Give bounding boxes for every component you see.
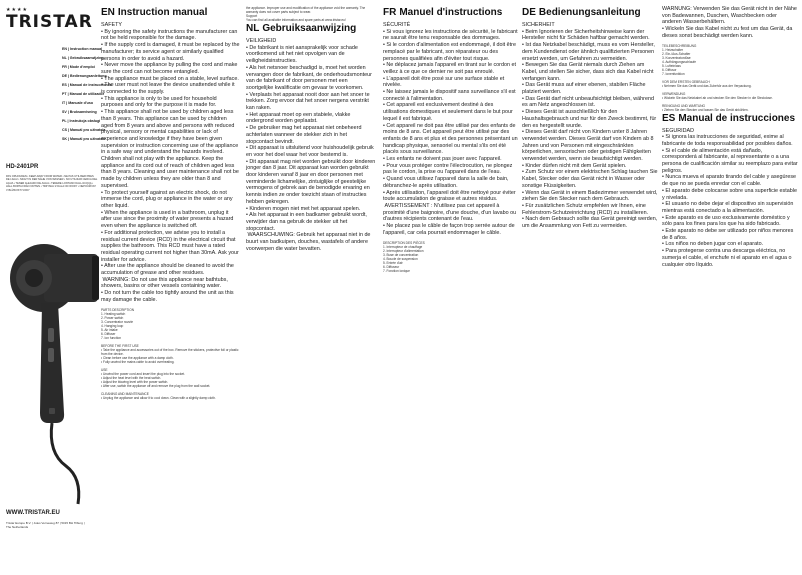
warranty-text-en: the appliance. Improper use and modification of the appliance void the warranty. The warranty does not cover parts subject to wear. [246,6,367,14]
section-heading-nl [246,23,376,35]
safety-text-de: SICHERHEIT • Beim Ignorieren der Sicherheitshinweise kann der Hersteller nicht für Schäden haftbar gemacht werden. • Ist das Netzkabel beschädigt, muss es vom Hersteller, dem Kundendienst oder ähnlich qualifizierten Personen ersetzt werden, um Gefahren zu vermeiden. • Bewegen Sie das Gerät niemals durch Ziehen am Kabel, und stellen Sie sicher, dass sich das Kabel nicht verfangen kann. • Das Gerät muss auf einer ebenen, stabilen Fläche platziert werden. • Das Gerät darf nicht unbeaufsichtigt bleiben, während es am Netz angeschlossen ist. • Dieses Gerät ist ausschließlich für den Haushaltsgebrauch und nur für den Zweck bestimmt, für den es hergestellt wurde. • Dieses Gerät darf nicht von Kindern unter 8 Jahren verwendet werden. Dieses Gerät darf von Kindern ab 8 Jahren und von Personen mit eingeschränkten körperlichen, sensorischen oder geistigen Fähigkeiten verwendet werden, wenn sie beaufsichtigt werden. • Kinder dürfen nicht mit dem Gerät spielen. • Zum Schutz vor einem elektrischen Schlag tauchen Sie Kabel, Stecker oder das Gerät nicht in Wasser oder sonstige Flüssigkeiten. • Wenn das Gerät in einem Badezimmer verwendet wird, ziehen Sie den Stecker nach dem Gebrauch. • Für zusätzlichen Schutz empfehlen wir Ihnen, eine Fehlerstrom-Schutzeinrichtung (RCD) zu installieren. • Nach dem Gebrauch sollte das Gerät gereinigt werden, um die Ansammlung von Fett zu vermeiden. [522,22,658,230]
language-code: FR [383,7,397,18]
language-entry: NL | Gebruiksaanwijzing [62,56,104,60]
column-fr [383,6,519,572]
section-heading-en [101,7,240,19]
safety-text-es: SEGURIDAD • Si ignora las instrucciones de seguridad, exime al fabricante de toda responsabilidad por posibles daños. • Si el cable de alimentación está dañado, corresponderá al fabricante, al representante o a una persona de cualificación similar su reemplazo para evitar peligros. • Nunca mueva el aparato tirando del cable y asegúrese de que no se pueda enredar con el cable. • El aparato debe colocarse sobre una superficie estable y nivelada. • El usuario no debe dejar el dispositivo sin supervisión mientras está conectado a la alimentación. • Este aparato es de uso exclusivamente doméstico y sólo para los fines para los que ha sido fabricado. • Este aparato no debe ser utilizado por niños menores de 8 años. • Los niños no deben jugar con el aparato. • Para protegerse contra una descarga eléctrica, no sumerja el cable, el enchufe ni el aparato en el agua o cualquier otro líquido. [662,127,798,268]
language-code: DE [522,7,536,18]
language-entry: EN | Instruction manual [62,47,103,51]
section-title: Bedienungsanleitung [538,7,641,18]
parts-text-fr: DESCRIPTION DES PIÈCES 1. Interrupteur de chauffage 2. Interrupteur d'alimentation 3. Buse de concentration 4. Boucle de suspension 5. Entrée d'air 6. Diffuseur 7. Fonction ionique [383,240,425,273]
section-heading-es [662,113,798,125]
language-index [62,45,112,144]
warning-text-de: WARNUNG: Verwenden Sie das Gerät nicht in der Nähe von Badewannen, Duschen, Waschbecken oder anderen Wasserbehältern. • Wickeln Sie das Kabel nicht zu fest um das Gerät, da dieses sonst beschädigt werden kann. [662,6,797,39]
language-entry: ES | Manual de instrucciones [62,83,112,87]
hair-dryer-illustration [8,208,100,508]
company-address: Tristar Europe B.V. | Jules Verneweg 87 | 5015 BH Tilburg | The Netherlands [6,521,85,529]
column-nl [246,6,376,572]
column-en [101,6,240,572]
brand-stars: ★★★★ [6,7,28,13]
brand-block [6,7,96,31]
parts-and-use-en: PARTS DESCRIPTION 1. Heating switch 2. Power switch 3. Concentrator nozzle 4. Hanging loop 5. Air intake 6. Diffuser 7. Ion function BEFORE THE FIRST USE • Take the appliance and accessories out of the box. Remove the stickers, protective foil or plastic from the device. • Clean before use the appliance with a damp cloth. • Fully unwind the mains cable to avoid overheating. USE • Unwind the power cord and insert the plug into the socket. • Adjust the heat level with the heat switch. • Adjust the blowing level with the power switch. • After use, switch the appliance off and remove the plug from the wall socket. CLEANING AND MAINTENANCE • Unplug the appliance and allow it to cool down. Clean with a slightly damp cloth. [101,307,239,400]
language-entry: SV | Bruksanvisning [62,110,97,114]
column-es [662,6,798,572]
parts-text-de: TEILEBESCHREIBUNG 1. Heizschalter 2. Ein-/Aus-Schalter 3. Konzentratordüse 4. Aufhängungsschlaufe 5. Lufteinlass 6. Diffusor 7. Ionenfunktion VOR DEM ERSTEN GEBRAUCH • Nehmen Sie das Gerät und das Zubehör aus der Verpackung. VERWENDUNG • Wickeln Sie das Netzkabel ab und stecken Sie den Stecker in die Steckdose. REINIGUNG UND WARTUNG • Ziehen Sie den Stecker und lassen Sie das Gerät abkühlen. [662,43,773,112]
language-code: EN [101,7,115,18]
model-number: HD-2401PR [6,164,39,170]
section-title: Instruction manual [117,7,208,18]
language-code: NL [246,23,260,34]
language-entry: PT | Manual de utilizador [62,92,105,96]
section-title: Manuel d'instructions [399,7,503,18]
support-text-en: Support You can find all available information and spare parts at www.tristar.eu! [246,14,346,22]
column-de [522,6,659,572]
language-entry: DE | Bedienungsanleitung [62,74,107,78]
safety-text-nl: VEILIGHEID • De fabrikant is niet aansprakelijk voor schade voortkomend uit het niet opvolgen van de veiligheidsinstructies. • Als het netsnoer beschadigd is, moet het worden vervangen door de fabrikant, de onderhoudsmonteur van de fabrikant of door personen met een soortgelijke kwalificatie om gevaar te voorkomen. • Verplaats het apparaat nooit door aan het snoer te trekken. Zorg ervoor dat het snoer nergens verstrikt kan raken. • Het apparaat moet op een stabiele, vlakke ondergrond worden geplaatst. • De gebruiker mag het apparaat niet onbeheerd achterlaten wanneer de stekker zich in het stopcontact bevindt. • Dit apparaat is uitsluitend voor huishoudelijk gebruik en voor het doel waar het voor bestemd is. • Dit apparaat mag niet worden gebruikt door kinderen jonger dan 8 jaar. Dit apparaat kan worden gebruikt door kinderen vanaf 8 jaar en door personen met verminderde lichamelijke, zintuiglijke of geestelijke vermogens of gebrek aan de benodigde ervaring en kennis indien ze onder toezicht staan of instructies hebben gekregen. • Kinderen mogen niet met het apparaat spelen. • Als het apparaat in een badkamer gebruikt wordt, verwijder dan na gebruik de stekker uit het stopcontact. WAARSCHUWING: Gebruik het apparaat niet in de buurt van badkuipen, douches, wastafels of andere voorwerpen die water bevatten. [246,38,376,252]
language-entry: PL | Instrukcja obsługi [62,119,101,123]
language-entry: IT | Manuale d'uso [62,101,94,105]
brand-logo: TRISTAR [6,12,93,32]
section-title: Manual de instrucciones [678,112,796,124]
safety-text-en: SAFETY • By ignoring the safety instructions the manufacturer can not be held responsible for the damage. • If the supply cord is damaged, it must be replaced by the manufacturer; its service agent or similarly qualified persons in order to avoid a hazard. • Never move the appliance by pulling the cord and make sure the cord can not become entangled. • The appliance must be placed on a stable, level surface. • The user must not leave the device unattended while it is connected to the supply. • This appliance is only to be used for household purposes and only for the purpose it is made for. • This appliance shall not be used by children aged less than 8 years. This appliance can be used by children aged from 8 years and above and persons with reduced physical, sensory or mental capabilities or lack of experience and knowledge if they have been given supervision or instruction concerning use of the appliance in a safe way and understand the hazards involved. Children shall not play with the appliance. Keep the appliance and its cord out of reach of children aged less than 8 years. Cleaning and user maintenance shall not be made by children unless they are older than 8 and supervised. • To protect yourself against an electric shock, do not immerse the cord, plug or appliance in the water or any other liquid. • When the appliance is used in a bathroom, unplug it after use since the proximity of water presents a hazard even when the appliance is switched off. • For additional protection, we advise you to install a residual current device (RCD) in the electrical circuit that supplies the bathroom. This RCD must have a rated residual operating current not higher than 30mA. Ask your installer for advice. • After use the appliance should be cleaned to avoid the accumulation of grease and other residues. WARNING: Do not use this appliance near bathtubs, showers, basins or other vessels containing water. • Do not turn the cable too tightly around the unit as this may damage the cable. [101,22,240,303]
water-warning-multilang: PAS OPHOUDEN • KEEP AWAY FROM WATER • NE PAS UTILISER PRES DE L'EAU • NICHT IN DER NÄHE VON WASSER • NO UTILIZAR CERCA DEL AGUA • TENER ALEJADO DE AGUA • TENERE LONTANO DALL'ACQUA • HÅLL BORTA FRÅN VATTEN • TRZYMAJ Z DALA OD WODY • NEPOUŽÍVAT V BLÍZKOSTI VODY [6,175,98,192]
section-heading-fr [383,7,519,19]
language-entry: FR | Mode d'emploi [62,65,95,69]
safety-text-fr: SÉCURITÉ • Si vous ignorez les instructions de sécurité, le fabricant ne saurait être tenu responsable des dommages. • Si le cordon d'alimentation est endommagé, il doit être remplacé par le fabricant, son réparateur ou des personnes qualifiées afin d'éviter tout risque. • Ne déplacez jamais l'appareil en tirant sur le cordon et veillez à ce que ce dernier ne soit pas enroulé. • L'appareil doit être posé sur une surface stable et nivelée. • Ne laissez jamais le dispositif sans surveillance s'il est connecté à l'alimentation. • Cet appareil est exclusivement destiné à des utilisations domestiques et seulement dans le but pour lequel il est fabriqué. • Cet appareil ne doit pas être utilisé par des enfants de moins de 8 ans. Cet appareil peut être utilisé par des enfants de 8 ans et plus et des personnes présentant un handicap physique, sensoriel ou mental s'ils ont été placés sous surveillance. • Les enfants ne doivent pas jouer avec l'appareil. • Pour vous protéger contre l'électrocution, ne plongez pas le cordon, la prise ou l'appareil dans de l'eau. • Quand vous utilisez l'appareil dans la salle de bain, débranchez-le après utilisation. • Après utilisation, l'appareil doit être nettoyé pour éviter toute accumulation de graisse et autres résidus. AVERTISSEMENT : N'utilisez pas cet appareil à proximité d'une baignoire, d'une douche, d'un lavabo ou d'autres récipients contenant de l'eau. • Ne placez pas le câble de façon trop serrée autour de l'appareil, car cela pourrait endommager le câble. [383,22,518,236]
section-heading-de [522,7,659,19]
language-code: ES [662,112,676,124]
language-entry: SK | Manuál pro uživatele [62,137,106,141]
section-title: Gebruiksaanwijzing [262,23,357,34]
website: WWW.TRISTAR.EU [6,510,60,516]
language-entry: CS | Manuál pro uživatele [62,128,106,132]
